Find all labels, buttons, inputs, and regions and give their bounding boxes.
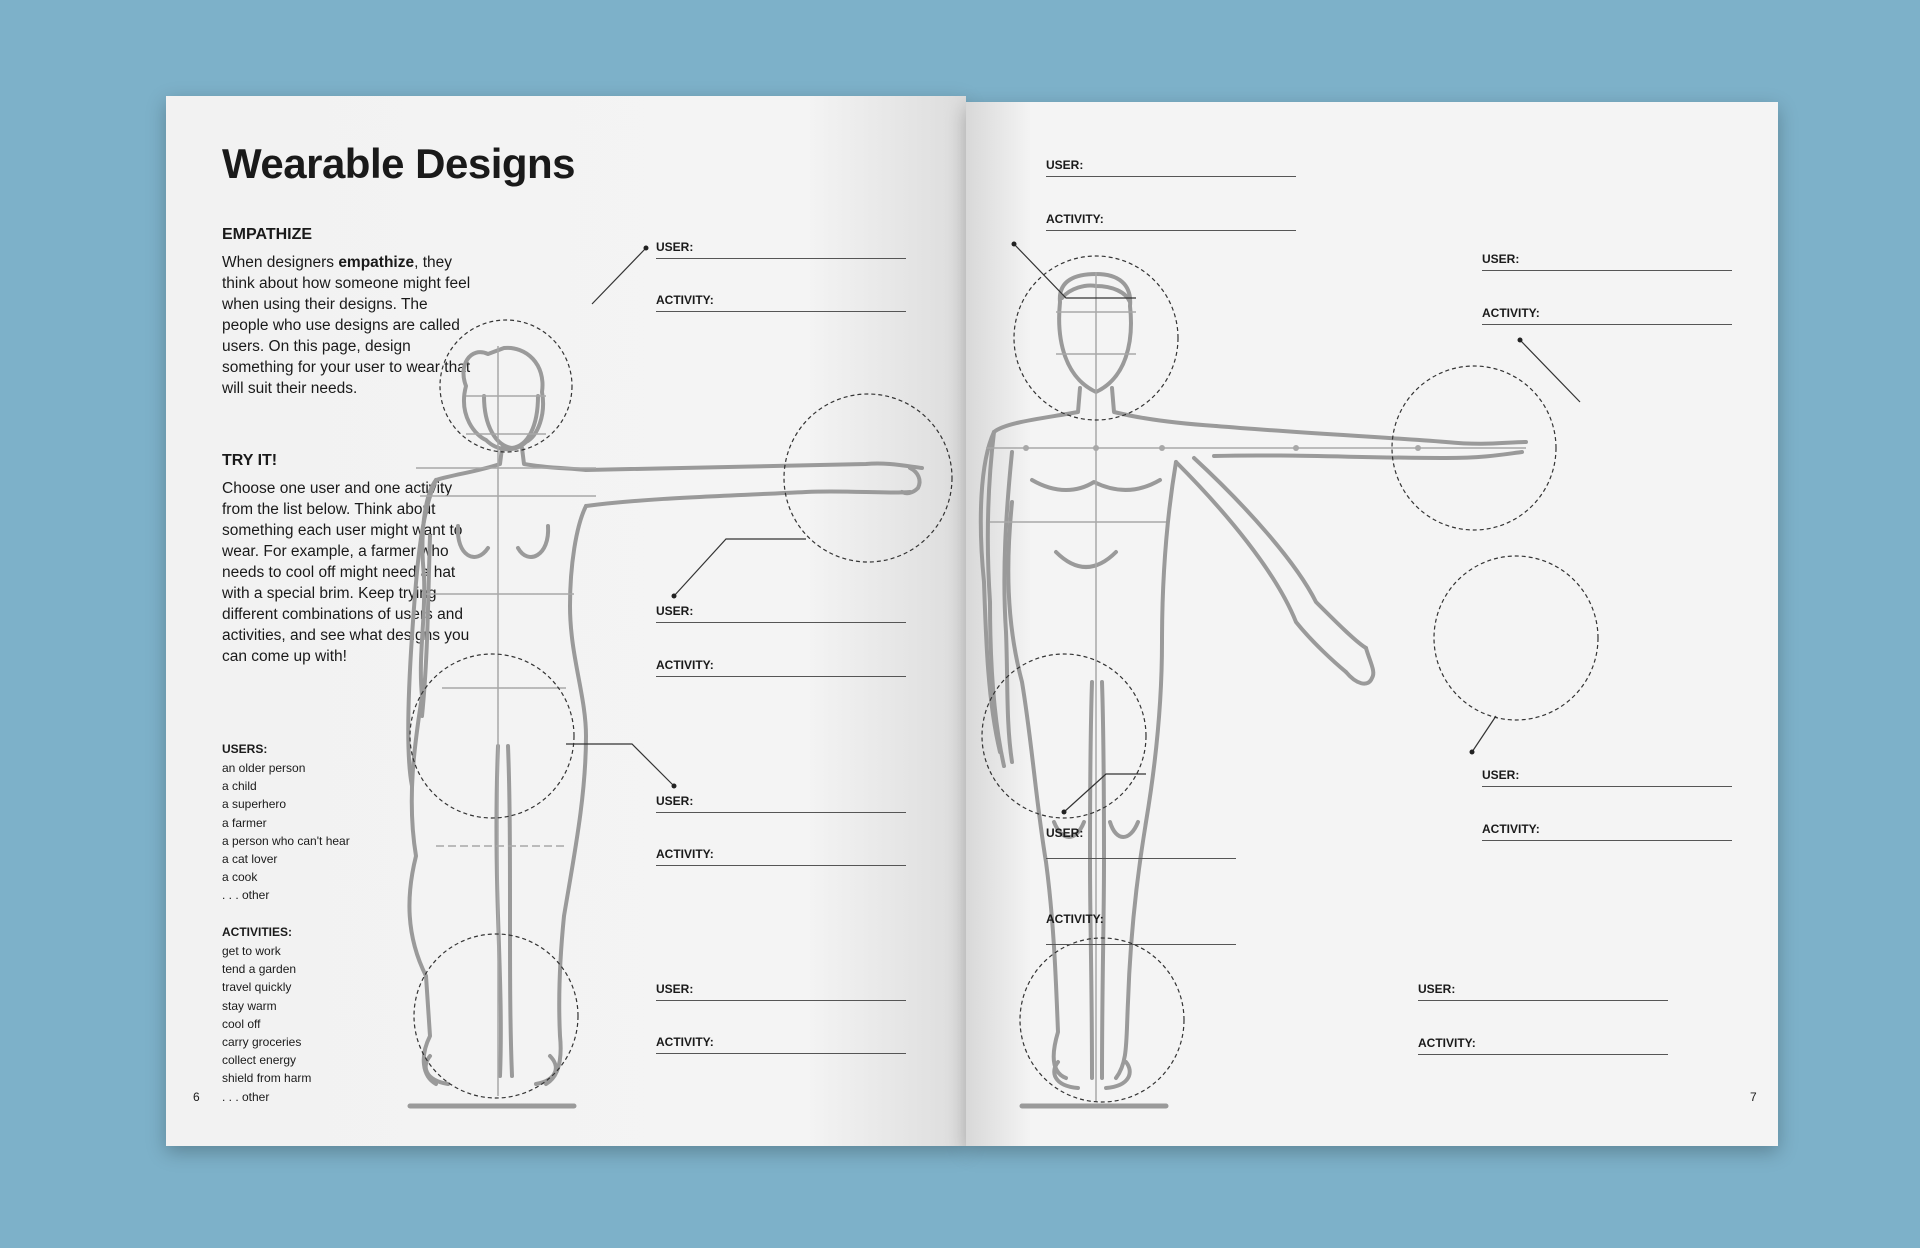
activity-line[interactable] <box>1046 944 1236 945</box>
activity-field[interactable]: ACTIVITY: <box>656 293 906 312</box>
activity-field[interactable]: ACTIVITY: <box>1482 306 1732 325</box>
user-field[interactable]: USER: <box>656 604 906 623</box>
activity-label: ACTIVITY: <box>1046 912 1104 926</box>
list-item: collect energy <box>222 1053 297 1068</box>
list-item: cool off <box>222 1016 261 1031</box>
user-field[interactable]: USER: <box>1046 158 1296 177</box>
left-page <box>166 96 966 1146</box>
activity-field[interactable]: ACTIVITY: <box>656 658 906 677</box>
list-item: a superhero <box>222 797 287 812</box>
try-it-text: Choose one user and one activity from the list below. Think about something each user might want to wear. For example, a farmer who needs to cool off might need a hat with a special brim. Keep trying different combinations of users and activities, and see what designs you can come up with! <box>222 480 470 665</box>
list-item: tend a garden <box>222 962 297 977</box>
page-number-right: 7 <box>1750 1090 1757 1104</box>
user-label: USER: <box>1046 826 1084 840</box>
list-item: travel quickly <box>222 980 292 995</box>
list-item: an older person <box>222 761 306 775</box>
list-item: . . . other <box>222 1089 270 1104</box>
list-item: . . . other <box>222 888 270 903</box>
user-line[interactable] <box>1046 858 1236 859</box>
user-field[interactable]: USER: <box>656 240 906 259</box>
activity-field[interactable]: ACTIVITY: <box>1482 822 1732 841</box>
list-item: shield from harm <box>222 1071 312 1086</box>
try-it-heading: TRY IT! <box>222 452 278 469</box>
list-item: get to work <box>222 944 281 958</box>
list-item: a farmer <box>222 815 267 830</box>
list-item: a cat lover <box>222 852 278 867</box>
activity-field[interactable]: ACTIVITY: <box>1046 212 1296 231</box>
activities-heading: ACTIVITIES: <box>222 925 293 939</box>
user-field[interactable]: USER: <box>656 982 906 1001</box>
activity-field[interactable]: ACTIVITY: <box>1418 1036 1668 1055</box>
list-item: stay warm <box>222 998 277 1013</box>
user-field[interactable]: USER: <box>1482 768 1732 787</box>
activity-field[interactable]: ACTIVITY: <box>656 847 906 866</box>
users-heading: USERS: <box>222 742 268 756</box>
list-item: a child <box>222 779 257 794</box>
user-field[interactable]: USER: <box>1418 982 1668 1001</box>
page-title: Wearable Designs <box>222 140 576 187</box>
list-item: carry groceries <box>222 1035 302 1050</box>
list-item: a person who can't hear <box>222 833 350 848</box>
page-number-left: 6 <box>193 1090 200 1104</box>
user-field[interactable]: USER: <box>1482 252 1732 271</box>
activity-field[interactable]: ACTIVITY: <box>656 1035 906 1054</box>
user-field[interactable]: USER: <box>656 794 906 813</box>
empathize-heading: EMPATHIZE <box>222 226 313 243</box>
empathize-text: When designers empathize, they think about how someone might feel when using their designs. The people who use designs are called users. On this page, design something for your user to wear that will suit their needs. <box>222 254 471 397</box>
list-item: a cook <box>222 870 258 885</box>
right-page <box>966 102 1778 1146</box>
